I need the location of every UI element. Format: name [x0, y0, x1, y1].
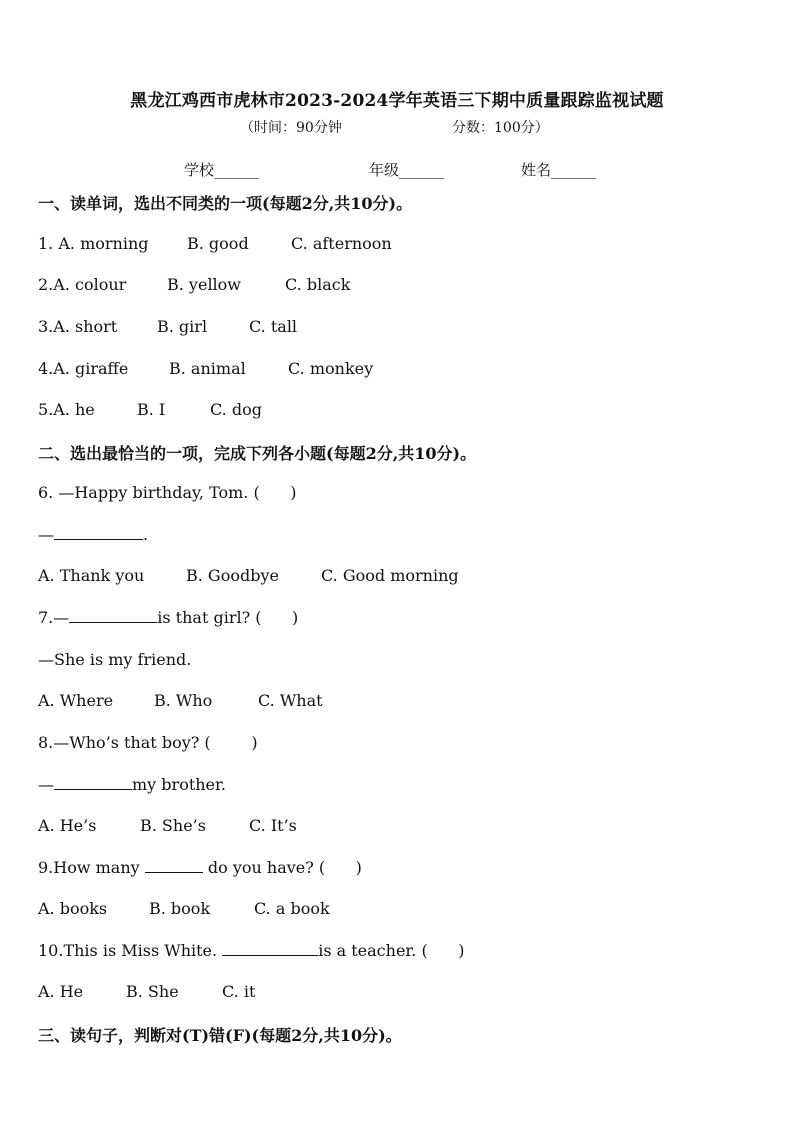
q6-reply-dash: —: [38, 525, 54, 544]
q1-option-a[interactable]: 1. A. morning: [38, 234, 149, 253]
q6-option-c[interactable]: C. Good morning: [321, 566, 459, 585]
q7-prefix: 7.—: [38, 608, 70, 627]
section-3-heading: 三、读句子，判断对(T)错(F)(每题2分,共10分)。: [38, 1026, 402, 1045]
q4-option-b[interactable]: B. animal: [169, 359, 246, 378]
q5-option-b[interactable]: B. I: [137, 400, 166, 419]
q7-prompt: [38, 608, 298, 627]
q10-prefix: 10.This is Miss White.: [38, 941, 223, 960]
q3-option-a[interactable]: 3.A. short: [38, 317, 118, 336]
q8-reply-dash: —: [38, 775, 54, 794]
q6-option-a[interactable]: A. Thank you: [38, 566, 145, 585]
q9-suffix: do you have? ( ): [202, 858, 362, 877]
q7-answer-blank[interactable]: [69, 608, 157, 623]
q8-option-c[interactable]: C. It’s: [249, 816, 297, 835]
q6-answer-blank[interactable]: [54, 525, 143, 540]
q10-option-b[interactable]: B. She: [126, 982, 179, 1001]
q9-prefix: 9.How many: [38, 858, 145, 877]
q4-option-c[interactable]: C. monkey: [288, 359, 374, 378]
q2-option-c[interactable]: C. black: [285, 275, 351, 294]
q10-answer-blank[interactable]: [222, 941, 318, 956]
q8-option-a[interactable]: A. He’s: [38, 816, 97, 835]
q6-reply-period: .: [143, 525, 149, 544]
q1-option-b[interactable]: B. good: [187, 234, 249, 253]
name-field[interactable]: 姓名______: [521, 161, 597, 179]
q10-option-c[interactable]: C. it: [222, 982, 256, 1001]
q7-option-b[interactable]: B. Who: [154, 691, 213, 710]
q7-suffix: is that girl? ( ): [157, 608, 299, 627]
section-1-heading: 一、读单词，选出不同类的一项(每题2分,共10分)。: [38, 194, 413, 213]
q2-option-a[interactable]: 2.A. colour: [38, 275, 127, 294]
q9-option-c[interactable]: C. a book: [254, 899, 330, 918]
q3-option-c[interactable]: C. tall: [249, 317, 298, 336]
q6-option-b[interactable]: B. Goodbye: [186, 566, 279, 585]
q8-prompt: 8.—Who’s that boy? ( ): [38, 733, 258, 752]
q10-suffix: is a teacher. ( ): [318, 941, 465, 960]
page-title: 黑龙江鸡西市虎林市2023-2024学年英语三下期中质量跟踪监视试题: [130, 91, 664, 111]
q8-option-b[interactable]: B. She’s: [140, 816, 206, 835]
q3-option-b[interactable]: B. girl: [157, 317, 208, 336]
q10-prompt: [38, 941, 464, 960]
exam-score: 分数：100分）: [452, 120, 549, 136]
q9-answer-blank[interactable]: [145, 858, 203, 873]
q9-option-a[interactable]: A. books: [38, 899, 108, 918]
q10-option-a[interactable]: A. He: [38, 982, 84, 1001]
q8-answer-blank[interactable]: [54, 775, 132, 790]
q7-reply: —She is my friend.: [38, 650, 192, 669]
q5-option-a[interactable]: 5.A. he: [38, 400, 95, 419]
q4-option-a[interactable]: 4.A. giraffe: [38, 359, 129, 378]
exam-time: （时间：90分钟: [240, 120, 342, 136]
q1-option-c[interactable]: C. afternoon: [291, 234, 392, 253]
q6-reply: [38, 525, 148, 544]
q8-reply-suffix: my brother.: [132, 775, 226, 794]
q7-option-c[interactable]: C. What: [258, 691, 323, 710]
q8-reply: [38, 775, 226, 794]
section-2-heading: 二、选出最恰当的一项，完成下列各小题(每题2分,共10分)。: [38, 444, 477, 463]
q5-option-c[interactable]: C. dog: [210, 400, 262, 419]
q7-option-a[interactable]: A. Where: [38, 691, 114, 710]
q2-option-b[interactable]: B. yellow: [167, 275, 241, 294]
q9-option-b[interactable]: B. book: [149, 899, 211, 918]
q6-prompt: 6. —Happy birthday, Tom. ( ): [38, 483, 297, 502]
grade-field[interactable]: 年级______: [369, 161, 445, 179]
school-field[interactable]: 学校______: [184, 161, 260, 179]
q9-prompt: [38, 858, 362, 877]
